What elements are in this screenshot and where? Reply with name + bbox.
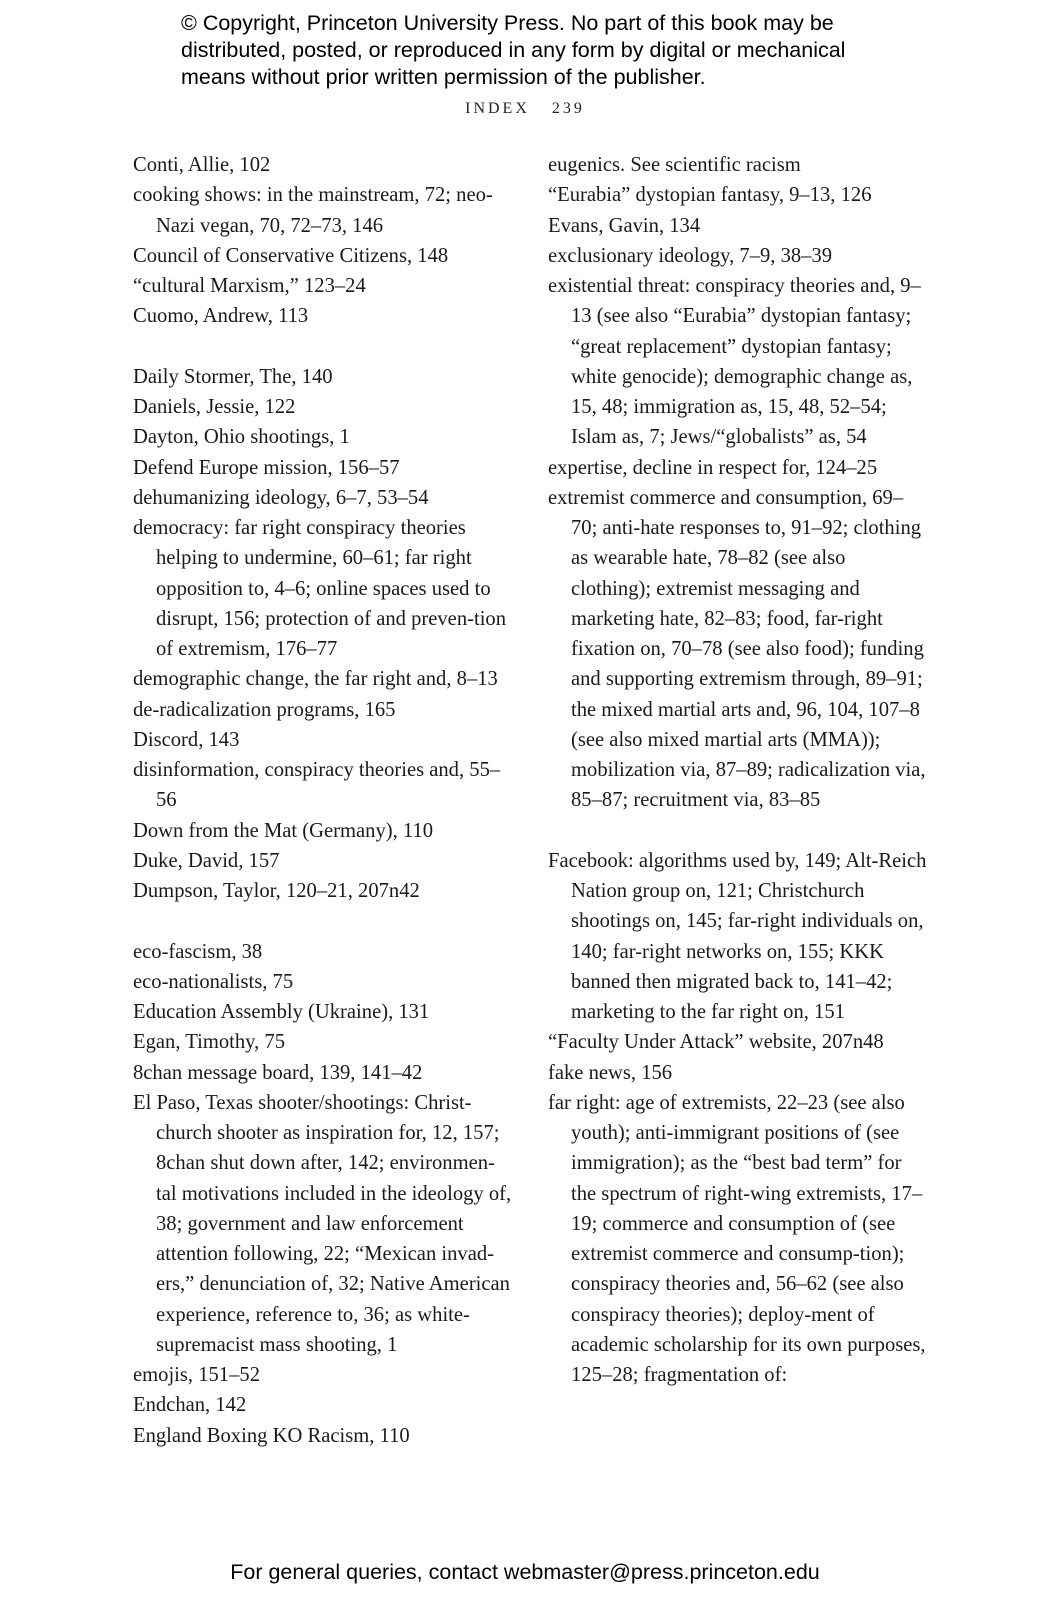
index-entry: Discord, 143 [133,728,240,751]
index-entry: dehumanizing ideology, 6–7, 53–54 [133,486,429,509]
footer-contact: For general queries, contact webmaster@press.princeton.edu [230,1560,820,1584]
index-entry: Council of Conservative Citizens, 148 [133,244,449,267]
index-entry: Defend Europe mission, 156–57 [133,456,400,479]
index-entry: England Boxing KO Racism, 110 [133,1424,410,1447]
index-entry: Conti, Allie, 102 [133,154,271,176]
index-entry: eugenics. See scientific racism [548,154,801,176]
index-entry: disinformation, conspiracy theories and, 55–56 [133,759,501,812]
index-entry: Endchan, 142 [133,1394,247,1417]
index-entry: Down from the Mat (Germany), 110 [133,819,434,842]
index-entry: Evans, Gavin, 134 [548,214,701,237]
index-entry: democracy: far right conspiracy theories helping to undermine, 60–61; far right opposition to, 4–6; online spaces used to disrupt, 156; protection of and preven-tion of extremism, 176–77 [133,517,507,660]
index-entry: Daily Stormer, The, 140 [133,365,333,388]
index-entry: cooking shows: in the mainstream, 72; neo-Nazi vegan, 70, 72–73, 146 [133,184,493,237]
index-entry: 8chan message board, 139, 141–42 [133,1061,423,1084]
letter-group-gap [133,906,513,936]
index-entry: eco-nationalists, 75 [133,970,294,993]
index-entry: Daniels, Jessie, 122 [133,396,296,418]
index-entry: far right: age of extremists, 22–23 (see also youth); anti-immigrant positions of (see immigration); as the “best bad term” for the spectrum of right-wing extremists, 17–19; commerce and consumption of (see extremist commerce and consump-tion); conspiracy theories and, 56–62 (see also conspiracy theories); deploy-ment of academic scholarship for its own purposes, 125–28; fragmentation of: [548,1091,926,1386]
index-entry: existential threat: conspiracy theories and, 9–13 (see also “Eurabia” dystopian fantasy; “great replacement” dystopian fantasy; white genocide); demographic change as, 15, 48; immigration as, 15, 48, 52–54; Islam as, 7; Jews/“globalists” as, 54 [548,275,921,449]
index-entry: emojis, 151–52 [133,1364,260,1386]
index-entry: eco-fascism, 38 [133,940,263,963]
copyright-notice: © Copyright, Princeton University Press. No part of this book may be distributed, posted, or reproduced in any form by digital or mechanical means without prior written permission of the publisher. [181,11,846,89]
index-entry: El Paso, Texas shooter/shootings: Christ-church shooter as inspiration for, 12, 157; 8chan shut down after, 142; environmen-tal motivations included in the ideology of, 38; government and law enforcement attention following, 22; “Mexican invad-ers,” denunciation of, 32; Native American experience, reference to, 36; as white-supremacist mass shooting, 1 [133,1091,512,1356]
index-entry: Duke, David, 157 [133,849,280,872]
running-head [0,100,1050,118]
index-entry: exclusionary ideology, 7–9, 38–39 [548,244,833,267]
index-entry: “Faculty Under Attack” website, 207n48 [548,1031,884,1054]
index-entry: demographic change, the far right and, 8–13 [133,668,498,691]
page-number: 239 [551,100,585,117]
index-entry: expertise, decline in respect for, 124–25 [548,456,878,479]
index-entry: Egan, Timothy, 75 [133,1031,285,1054]
index-entry: fake news, 156 [548,1061,673,1084]
index-entry: “cultural Marxism,” 123–24 [133,275,366,297]
index-column-right [548,150,928,1390]
index-entry: Dumpson, Taylor, 120–21, 207n42 [133,880,420,902]
letter-group-gap [548,816,928,846]
index-entry: Facebook: algorithms used by, 149; Alt-Reich Nation group on, 121; Christchurch shootings on, 145; far-right individuals on, 140; far-right networks on, 155; KKK banned then migrated back to, 141–42; marketing to the far right on, 151 [548,849,927,1023]
index-entry: Dayton, Ohio shootings, 1 [133,426,350,449]
index-entry: de-radicalization programs, 165 [133,698,396,721]
index-entry: Cuomo, Andrew, 113 [133,305,309,328]
index-column-left [133,150,513,1451]
index-entry: Education Assembly (Ukraine), 131 [133,1001,430,1023]
index-entry: extremist commerce and consumption, 69–70; anti-hate responses to, 91–92; clothing as wearable hate, 78–82 (see also clothing); extremist messaging and marketing hate, 82–83; food, far-right fixation on, 70–78 (see also food); funding and supporting extremism through, 89–91; the mixed martial arts and, 96, 104, 107–8 (see also mixed martial arts (MMA)); mobilization via, 87–89; radicalization via, 85–87; recruitment via, 83–85 [548,486,926,812]
index-entry: “Eurabia” dystopian fantasy, 9–13, 126 [548,184,872,207]
letter-group-gap [133,332,513,362]
running-head-label: INDEX [465,100,530,117]
